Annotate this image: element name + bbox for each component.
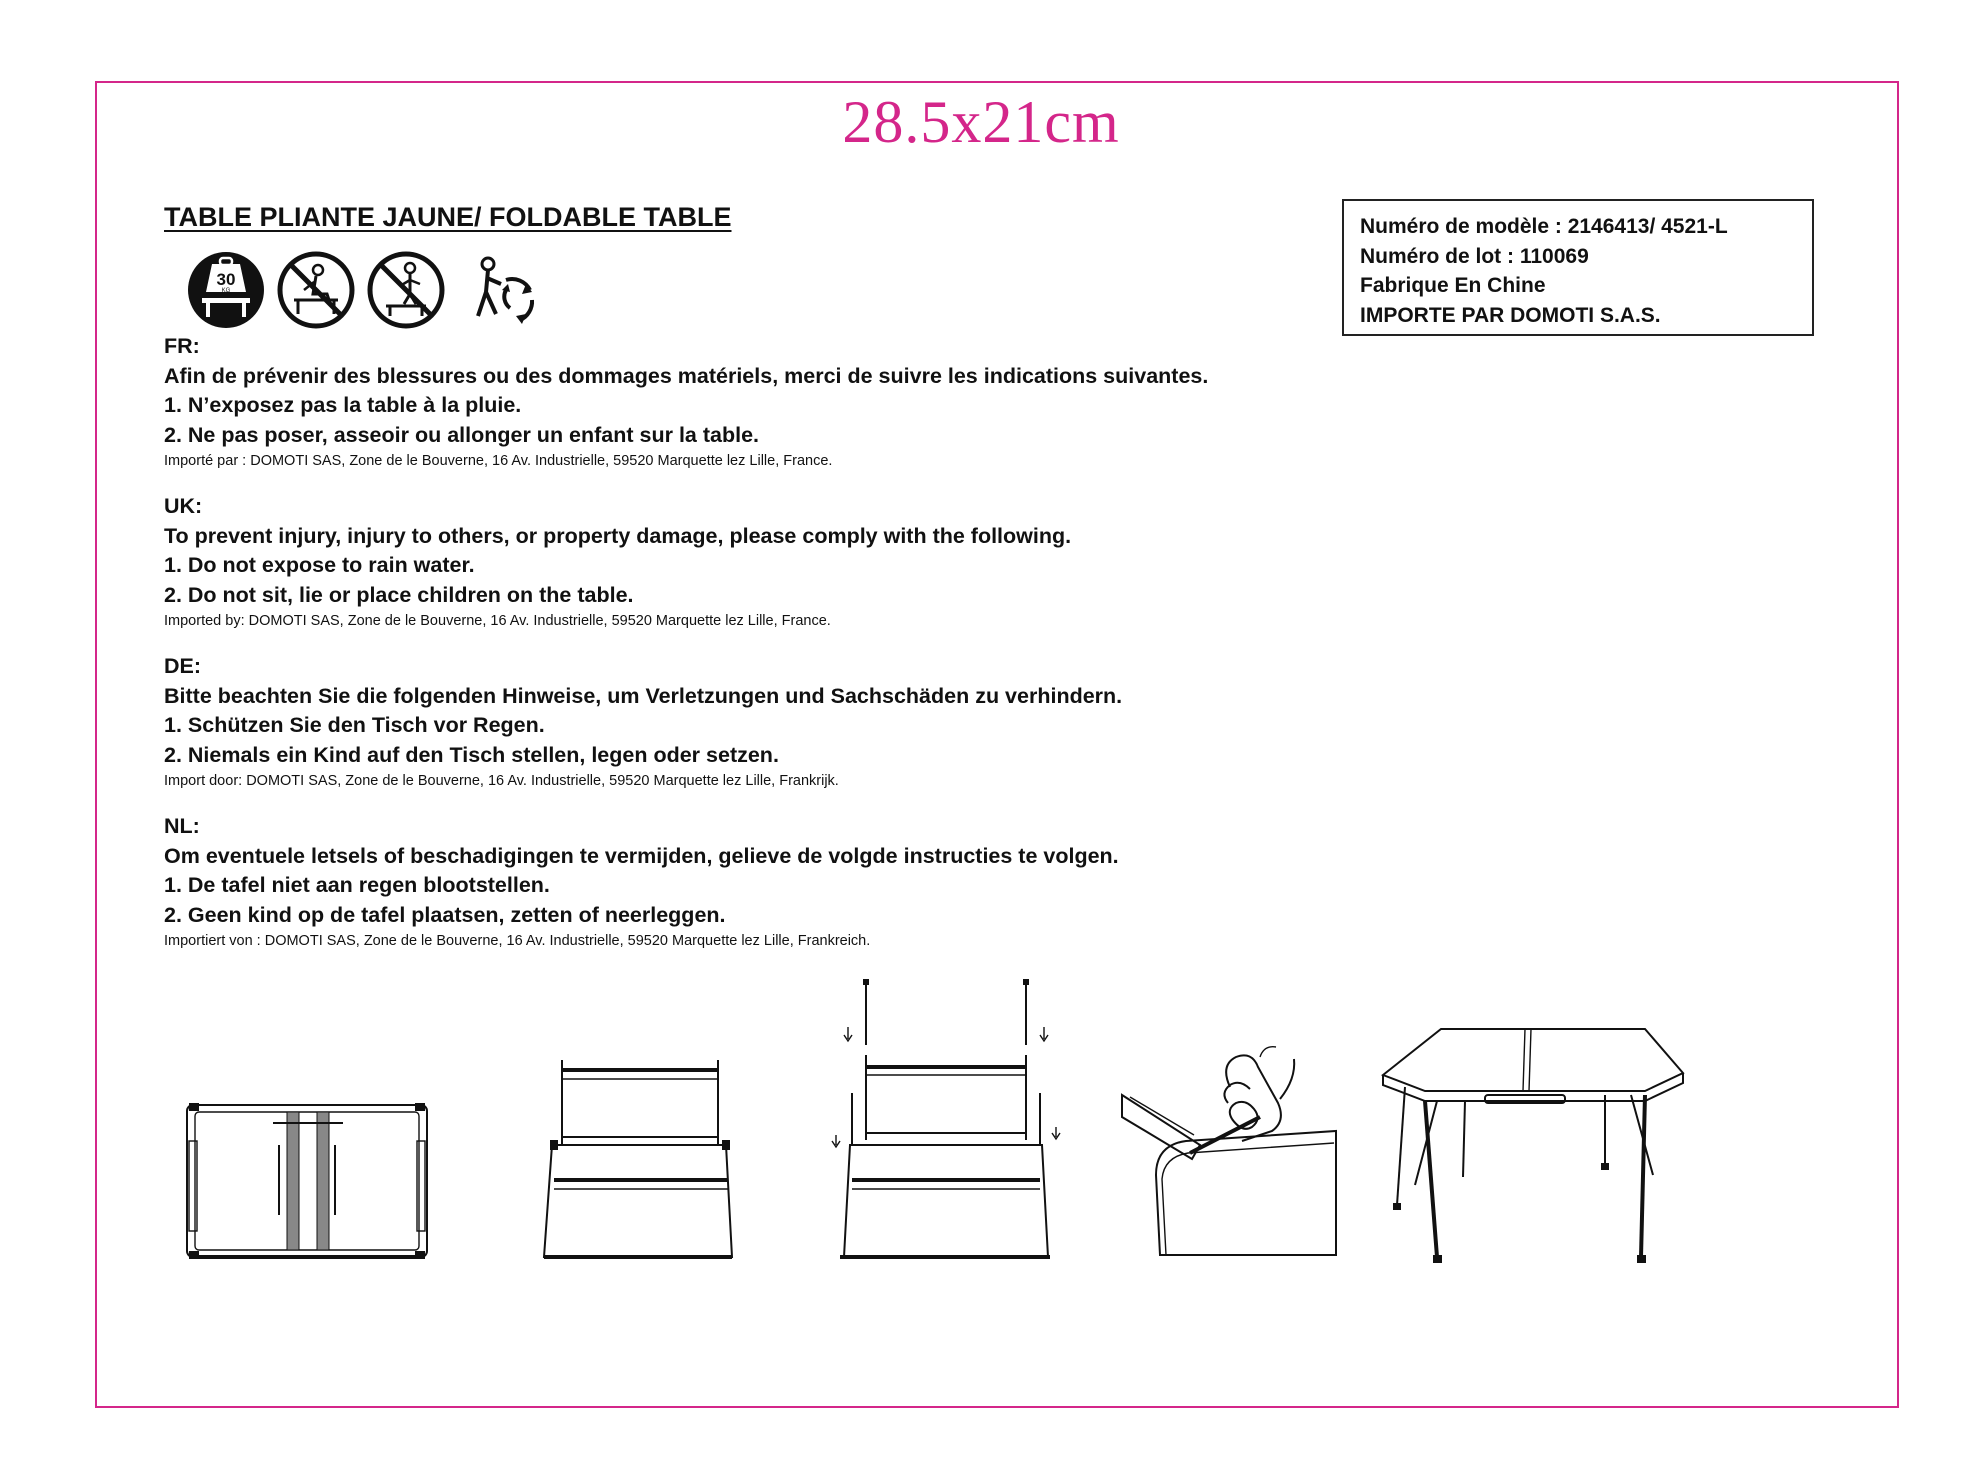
section-fr xyxy=(164,332,1208,472)
import-text: Importé par : DOMOTI SAS, Zone de le Bouverne, 16 Av. Industrielle, 59520 Marquette lez Lille, France. xyxy=(164,453,833,469)
legs-unfolded-drawing xyxy=(530,975,755,1275)
size-label: 28.5x21cm xyxy=(842,89,1120,155)
intro-text: Bitte beachten Sie die folgenden Hinweise, um Verletzungen und Sachschäden zu verhindern. xyxy=(164,683,1123,708)
instruction-2: 2. Niemals ein Kind auf den Tisch stellen, legen oder setzen. xyxy=(164,742,779,767)
import-text: Import door: DOMOTI SAS, Zone de le Bouverne, 16 Av. Industrielle, 59520 Marquette lez Lille, Frankrijk. xyxy=(164,773,839,789)
recycle-icon xyxy=(462,250,542,330)
origin: Fabrique En Chine xyxy=(1360,274,1546,297)
instruction-1: 1. N’exposez pas la table à la pluie. xyxy=(164,393,522,417)
model-number: Numéro de modèle : 2146413/ 4521-L xyxy=(1360,215,1728,238)
no-sitting-icon xyxy=(276,250,356,330)
importer: IMPORTE PAR DOMOTI S.A.S. xyxy=(1360,303,1661,327)
section-nl xyxy=(164,812,1119,952)
max-load-icon xyxy=(186,250,266,330)
svg-text:KG: KG xyxy=(221,288,231,294)
instruction-1: 1. De tafel niet aan regen blootstellen. xyxy=(164,873,550,897)
instruction-2: 2. Geen kind op de tafel plaatsen, zetten of neerleggen. xyxy=(164,902,726,927)
legs-extension-drawing xyxy=(820,975,1070,1275)
import-text: Imported by: DOMOTI SAS, Zone de le Bouverne, 16 Av. Industrielle, 59520 Marquette lez Lille, France. xyxy=(164,613,831,629)
section-de xyxy=(164,652,1122,792)
lang-label: NL: xyxy=(164,814,200,838)
lang-label: FR: xyxy=(164,334,200,358)
assembled-table-drawing xyxy=(1375,975,1690,1275)
lang-label: DE: xyxy=(164,654,202,678)
import-text: Importiert von : DOMOTI SAS, Zone de le Bouverne, 16 Av. Industrielle, 59520 Marquette lez Lille, Frankreich. xyxy=(164,933,871,949)
instruction-2: 2. Ne pas poser, asseoir ou allonger un enfant sur la table. xyxy=(164,422,760,447)
no-standing-icon xyxy=(366,250,446,330)
svg-text:30: 30 xyxy=(216,270,236,289)
section-uk xyxy=(164,492,1071,632)
instruction-1: 1. Do not expose to rain water. xyxy=(164,553,475,577)
lot-number: Numéro de lot : 110069 xyxy=(1360,244,1589,268)
lang-label: UK: xyxy=(164,494,203,518)
instruction-1: 1. Schützen Sie den Tisch vor Regen. xyxy=(164,713,545,737)
folded-table-underside-drawing xyxy=(175,975,440,1275)
locking-hand-drawing xyxy=(1120,975,1360,1275)
document-title: TABLE PLIANTE JAUNE/ FOLDABLE TABLE xyxy=(164,202,732,232)
intro-text: Afin de prévenir des blessures ou des dommages matériels, merci de suivre les indications suivantes. xyxy=(164,363,1209,388)
intro-text: Om eventuele letsels of beschadigingen te vermijden, gelieve de volgde instructies te volgen. xyxy=(164,843,1119,868)
instruction-2: 2. Do not sit, lie or place children on the table. xyxy=(164,582,634,607)
intro-text: To prevent injury, injury to others, or property damage, please comply with the following. xyxy=(164,523,1072,548)
product-info-box xyxy=(1342,199,1814,336)
